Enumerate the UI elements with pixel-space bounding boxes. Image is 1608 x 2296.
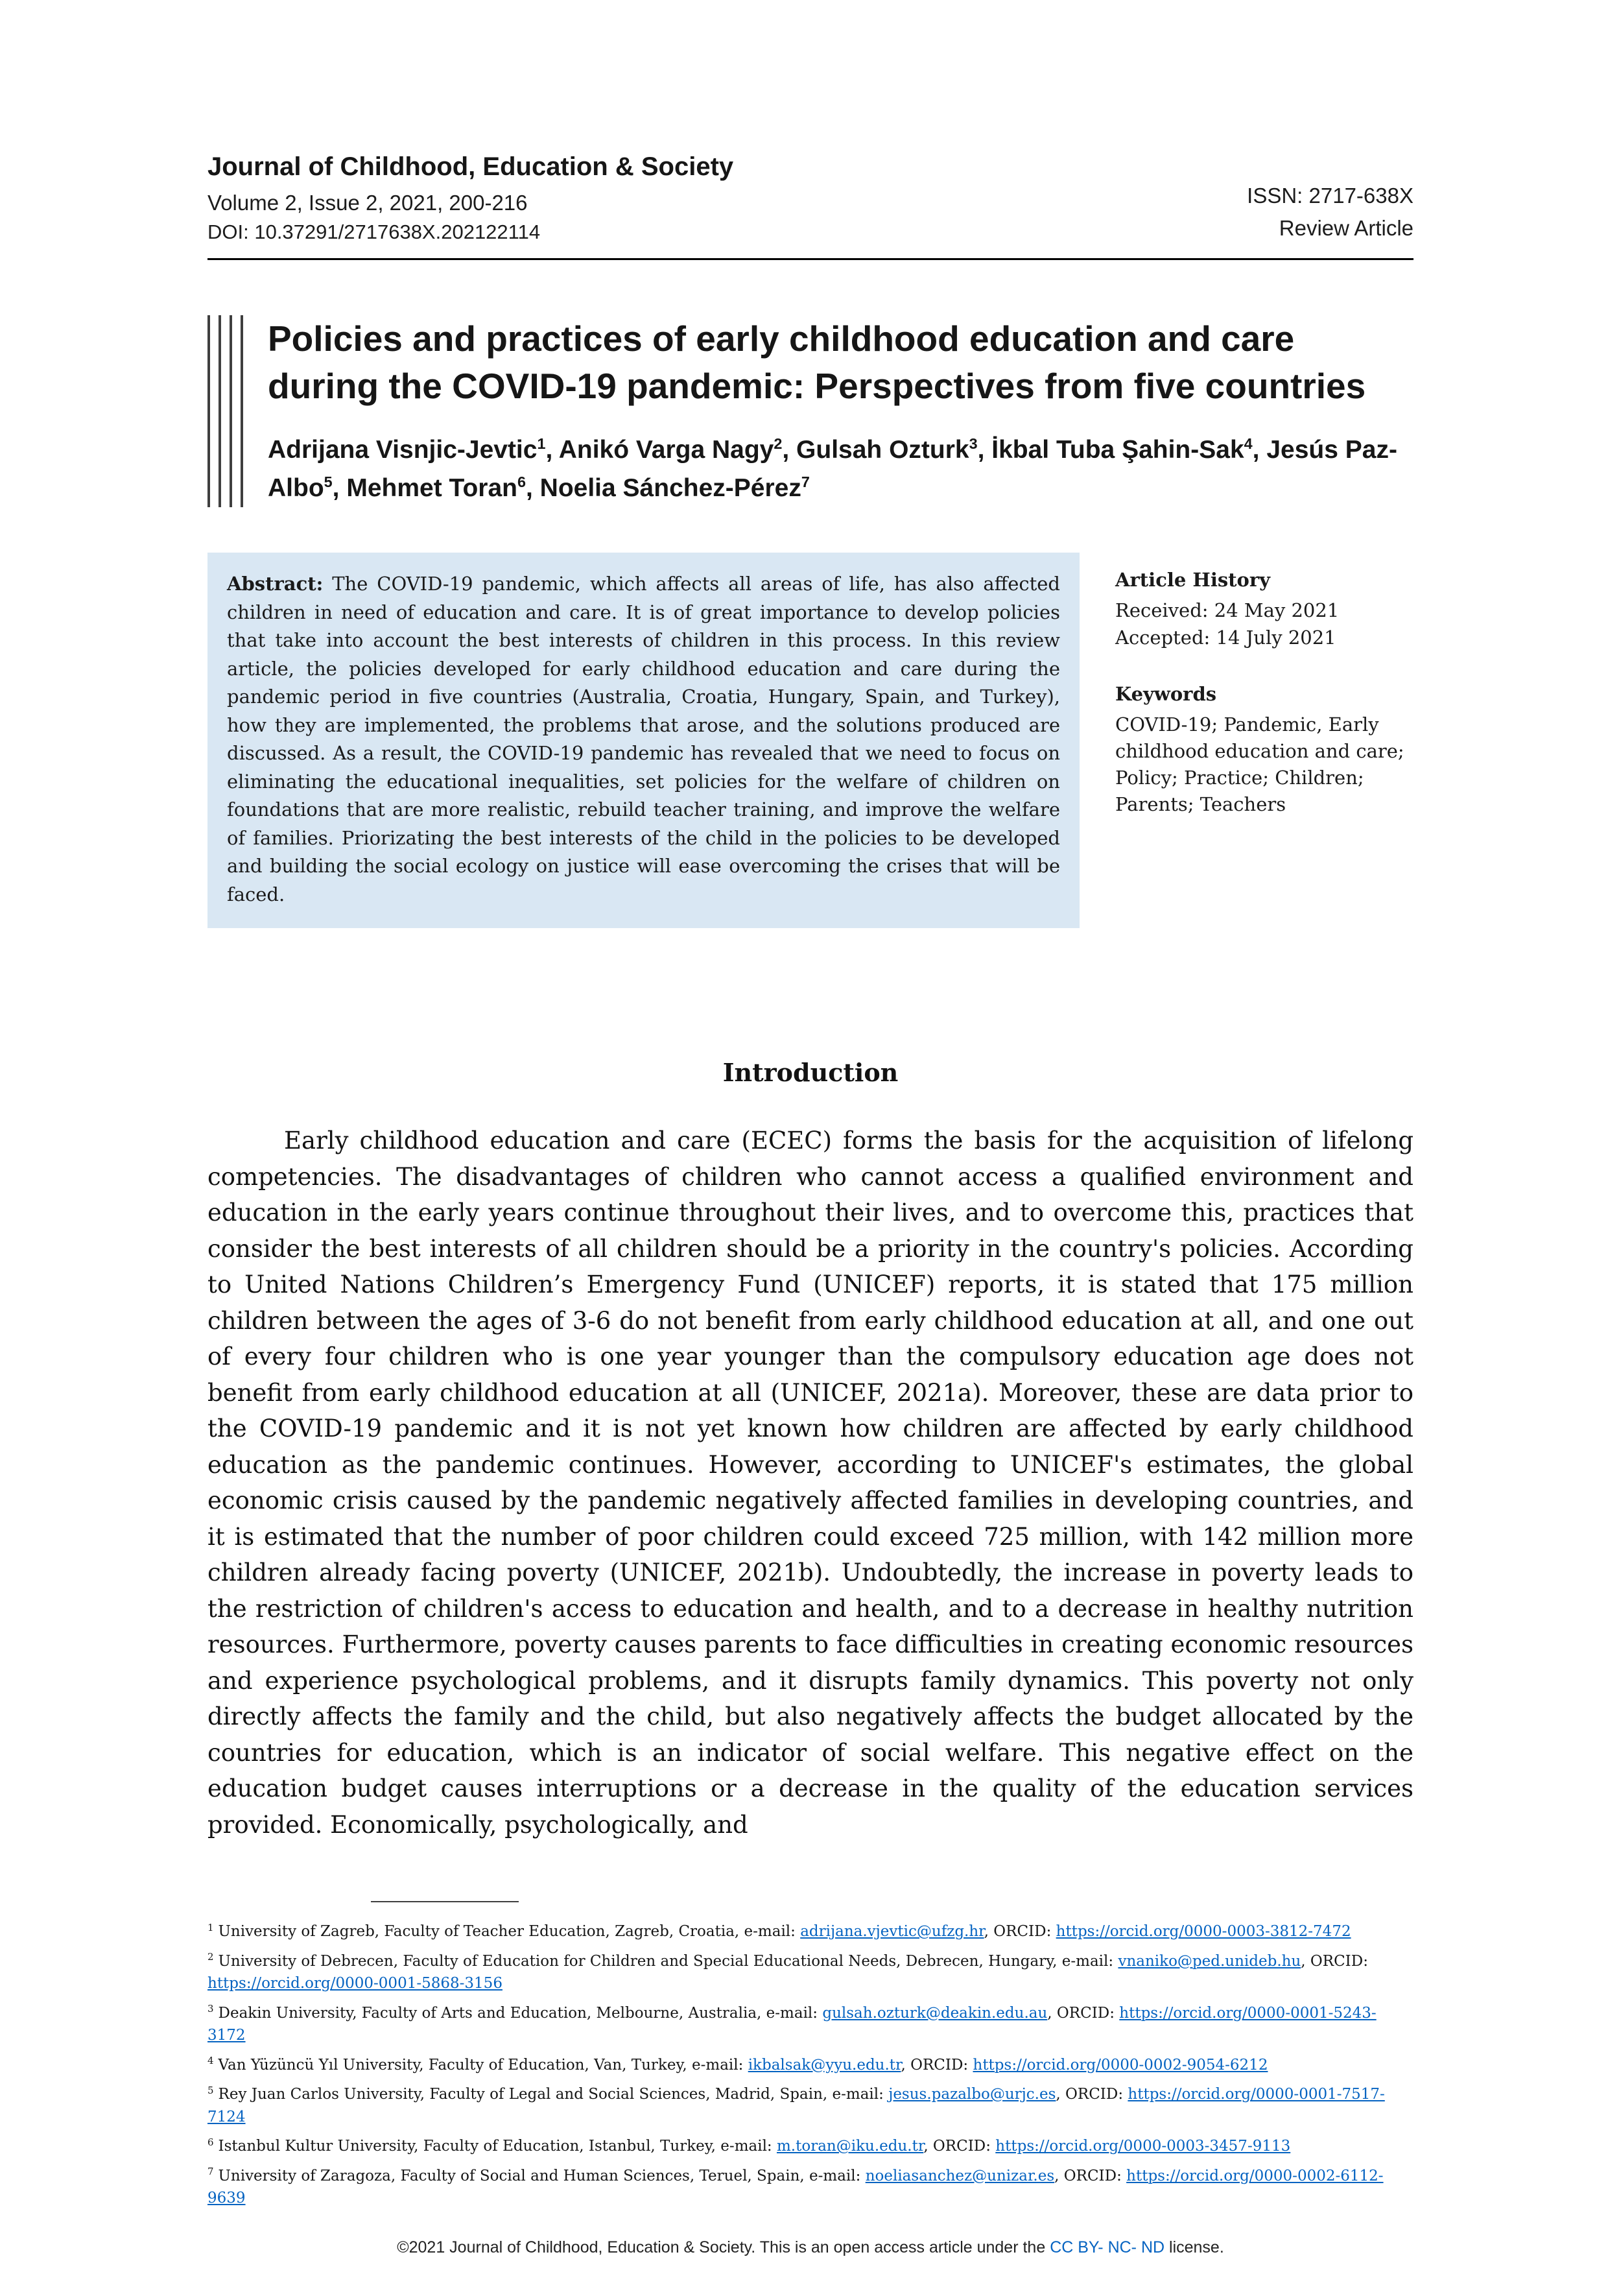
author-separator: , — [545, 436, 559, 464]
footnote-number: 7 — [207, 2166, 214, 2178]
footnote-number: 3 — [207, 2003, 214, 2015]
author — [346, 474, 539, 502]
decoration-bar — [207, 315, 210, 507]
footnote-affiliation: Deakin University, Faculty of Arts and Education, Melbourne, Australia, e-mail: — [218, 2004, 823, 2022]
footnote-affiliation: University of Zaragoza, Faculty of Social and Human Sciences, Teruel, Spain, e-mail: — [218, 2167, 866, 2184]
author-name: Mehmet Toran — [346, 473, 517, 502]
keywords-block — [1115, 681, 1413, 819]
issn: ISSN: 2717-638X — [1247, 184, 1413, 208]
email-link[interactable]: m.toran@iku.edu.tr — [776, 2138, 924, 2155]
footnote-number: 6 — [207, 2136, 214, 2148]
footnote-affiliation: University of Zagreb, Faculty of Teacher Education, Zagreb, Croatia, e-mail: — [218, 1923, 801, 1941]
email-link[interactable]: vnaniko@ped.unideb.hu — [1118, 1952, 1301, 1970]
footnote-item — [207, 2083, 1413, 2128]
author — [540, 474, 810, 502]
accepted-date: Accepted: 14 July 2021 — [1115, 626, 1336, 649]
footnote-number: 1 — [207, 1921, 214, 1933]
article-type-badge: Review Article — [1279, 215, 1413, 240]
email-link[interactable]: ikbalsak@yyu.edu.tr — [748, 2056, 901, 2074]
footnote-affiliation: Rey Juan Carlos University, Faculty of Legal and Social Sciences, Madrid, Spain, e-mail: — [218, 2086, 889, 2103]
footnote-item — [207, 2165, 1413, 2210]
footnote-orcid-label: , ORCID: — [1047, 2004, 1120, 2022]
abstract-text: The COVID-19 pandemic, which affects all areas of life, has also affected children in need of education and care. It is of great importance to develop policies that take into account the best interests of children in this process. In this review article, the policies developed for early childhood education and care during the pandemic period in five countries (Australia, Croatia, Hungary, Spain, and Turkey), how they are implemented, the problems that arose, and the solutions produced are discussed. As a result, the COVID-19 pandemic has revealed that we need to focus on eliminating the educational inequalities, set policies for the welfare of children on foundations that are more realistic, rebuild teacher training, and improve the welfare of families. Priorizating the best interests of the child in the policies to be developed and building the social ecology on justice will ease overcoming the crises that will be faced. — [227, 573, 1060, 905]
article-info — [1115, 553, 1413, 928]
journal-name: Journal of Childhood, Education & Society — [207, 152, 734, 181]
journal-header-left — [207, 152, 733, 244]
footnote-number: 4 — [207, 2055, 214, 2067]
orcid-link[interactable]: https://orcid.org/0000-0003-3812-7472 — [1056, 1923, 1351, 1941]
author-name: Adrijana Visnjic-Jevtic — [268, 436, 538, 464]
email-link[interactable]: adrijana.vjevtic@ufzg.hr — [800, 1923, 984, 1941]
author-separator: , — [782, 436, 797, 464]
footnotes — [207, 1920, 1413, 2210]
orcid-link[interactable]: https://orcid.org/0000-0001-5868-3156 — [207, 1975, 503, 1992]
author-name: Gulsah Ozturk — [796, 436, 969, 464]
title-content — [268, 315, 1412, 507]
author-affiliation-ref: 2 — [774, 435, 783, 453]
article-title: Policies and practices of early childhood education and care during the COVID-19 pandemic: Perspectives from five countries — [268, 318, 1366, 406]
footnote-orcid-label: , ORCID: — [1056, 2086, 1128, 2103]
abstract-section — [207, 553, 1413, 928]
author-list — [268, 431, 1412, 507]
orcid-link[interactable]: https://orcid.org/0000-0003-3457-9113 — [995, 2138, 1291, 2155]
email-link[interactable]: noeliasanchez@unizar.es — [865, 2167, 1055, 2184]
footnote-affiliation: University of Debrecen, Faculty of Education for Children and Special Educational Needs, Debrecen, Hungary, e-mail: — [218, 1952, 1118, 1970]
footnote-item — [207, 1950, 1413, 1995]
abstract-box — [207, 553, 1080, 928]
decoration-bar — [219, 315, 221, 507]
author-separator: , — [526, 473, 540, 502]
author — [268, 436, 559, 464]
author-affiliation-ref: 4 — [1244, 435, 1253, 453]
author-affiliation-ref: 6 — [517, 473, 526, 490]
main-content — [207, 1058, 1413, 1843]
article-history-title: Article History — [1115, 569, 1271, 592]
introduction-paragraph: Early childhood education and care (ECEC) forms the basis for the acquisition of lifelong competencies. The disadvantages of children who cannot access a qualified environment and education in the early years continue throughout their lives, and to overcome this, practices that consider the best interests of all children should be a priority in the country's policies. According to United Nations Children’s Emergency Fund (UNICEF) reports, it is stated that 175 million children between the ages of 3-6 do not benefit from early childhood education at all, and one out of every four children who is one year younger than the compulsory education age does not benefit from early childhood education at all (UNICEF, 2021a). Moreover, these are data prior to the COVID-19 pandemic and it is not yet known how children are affected by early childhood education as the pandemic continues. However, according to UNICEF's estimates, the global economic crisis caused by the pandemic negatively affected families in developing countries, and it is estimated that the number of poor children could exceed 725 million, with 142 million more children already facing poverty (UNICEF, 2021b). Undoubtedly, the increase in poverty leads to the restriction of children's access to education and health, and to a decrease in healthy nutrition resources. Furthermore, poverty causes parents to face difficulties in creating economic resources and experience psychological problems, and it disrupts family dynamics. This poverty not only directly affects the family and the child, but also negatively affects the budget allocated by the countries for education, which is an indicator of social welfare. This negative effect on the education budget causes interruptions or a decrease in the quality of the education services provided. Economically, psychologically, and — [207, 1127, 1413, 1839]
footnote-item — [207, 2135, 1413, 2158]
footnote-orcid-label: , ORCID: — [1054, 2167, 1127, 2184]
author-name: Jesús Paz-Albo — [268, 436, 1397, 502]
author-separator: , — [977, 436, 992, 464]
author — [796, 436, 991, 464]
decoration-bar — [241, 315, 243, 507]
author-affiliation-ref: 1 — [537, 435, 546, 453]
footnote-item — [207, 1920, 1413, 1943]
orcid-link[interactable]: https://orcid.org/0000-0002-9054-6212 — [973, 2056, 1268, 2074]
author-name: Noelia Sánchez-Pérez — [539, 473, 801, 502]
author-affiliation-ref: 5 — [324, 473, 333, 490]
footnote-orcid-label: , ORCID: — [984, 1923, 1056, 1941]
orcid-link[interactable]: https://orcid.org/0000-0001-7517-7124 — [207, 2086, 1385, 2125]
author — [991, 436, 1266, 464]
author-separator: , — [332, 473, 347, 502]
author — [559, 436, 796, 464]
orcid-link[interactable]: https://orcid.org/0000-0001-5243-3172 — [207, 2004, 1377, 2044]
title-decoration-bars — [207, 315, 243, 507]
footnote-orcid-label: , ORCID: — [901, 2056, 973, 2074]
license-link[interactable]: CC BY- NC- ND — [1050, 2238, 1165, 2256]
author-name: İkbal Tuba Şahin-Sak — [991, 436, 1244, 464]
footnote-item — [207, 2002, 1413, 2047]
author-name: Anikó Varga Nagy — [558, 436, 774, 464]
footnote-affiliation: Van Yüzüncü Yıl University, Faculty of Education, Van, Turkey, e-mail: — [218, 2056, 748, 2074]
email-link[interactable]: jesus.pazalbo@urjc.es — [888, 2086, 1056, 2103]
footnote-affiliation: Istanbul Kultur University, Faculty of Education, Istanbul, Turkey, e-mail: — [218, 2138, 777, 2155]
license-suffix: license. — [1165, 2238, 1224, 2256]
footnote-item — [207, 2054, 1413, 2077]
author-affiliation-ref: 7 — [801, 473, 810, 490]
abstract-label: Abstract: — [227, 573, 324, 595]
introduction-heading: Introduction — [722, 1058, 899, 1088]
footnote-number: 5 — [207, 2084, 214, 2096]
header-divider — [207, 258, 1413, 260]
footnote-separator — [371, 1901, 519, 1902]
received-date: Received: 24 May 2021 — [1115, 599, 1340, 622]
title-block — [207, 315, 1413, 507]
journal-header — [207, 152, 1413, 244]
keywords-title: Keywords — [1115, 682, 1217, 705]
doi-line: DOI: 10.37291/2717638X.202122114 — [207, 221, 541, 243]
volume-line: Volume 2, Issue 2, 2021, 200-216 — [207, 191, 528, 215]
page-footer — [207, 2238, 1413, 2257]
keywords-text: COVID-19; Pandemic, Early childhood education and care; Policy; Practice; Children; Parents; Teachers — [1115, 713, 1404, 816]
footnote-orcid-label: , ORCID: — [923, 2138, 996, 2155]
author-separator: , — [1252, 436, 1267, 464]
email-link[interactable]: gulsah.ozturk@deakin.edu.au — [822, 2004, 1048, 2022]
footnote-orcid-label: , ORCID: — [1301, 1952, 1368, 1970]
footnote-area — [207, 1901, 1413, 2257]
orcid-link[interactable]: https://orcid.org/0000-0002-6112-9639 — [207, 2167, 1384, 2207]
article-history-block — [1115, 567, 1413, 651]
author-affiliation-ref: 3 — [969, 435, 978, 453]
footnote-number: 2 — [207, 1951, 214, 1963]
decoration-bar — [230, 315, 232, 507]
copyright-text: ©2021 Journal of Childhood, Education & Society. This is an open access article under the — [397, 2238, 1050, 2256]
journal-header-right — [1247, 180, 1413, 244]
